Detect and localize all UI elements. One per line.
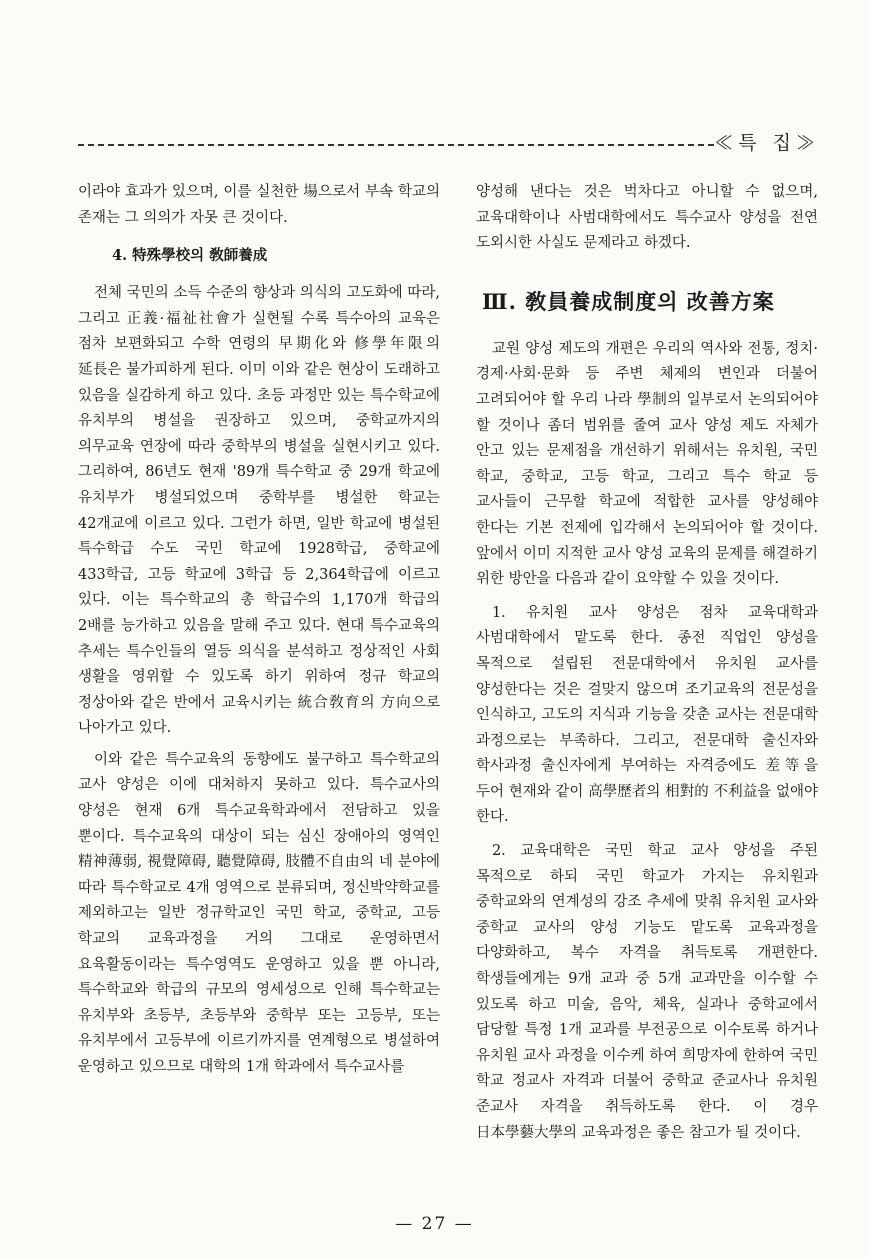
right-continued-paragraph: 양성해 낸다는 것은 벅차다고 아니할 수 없으며, 교육대학이나 사범대학에서도 특수교사 양성을 전연 도외시한 사실도 문제라고 하겠다. [476, 184, 818, 252]
left-paragraph-1: 전체 국민의 소득 수준의 향상과 의식의 고도화에 따라, 그리고 正義·福祉社會가 실현될 수록 특수아의 교육은 점차 보편화되고 수학 연령의 早期化와 修學年限의 延長은 불가피하게 된다. 이미 이와 같은 현상이 도래하고 있음을 실감하게 하고 있다. 초등 과정만 있는 특수학교에 유치부의 병설을 권장하고 있으며, 중학교까지의 의무교육 연장에 따라 중학부의 병설을 실현시키고 있다. 그리하여, 86년도 현재 '89개 특수학교 중 29개 학교에 유치부가 병설되었으며 중학부를 병설한 학교는 42개교에 이르고 있다. 그런가 하면, 일반 학교에 병설된 특수학급 수도 국민 학교에 1928학급, 중학교에 433학급, 고등 학교에 3학급 등 2,364학급에 이르고 있다. 이는 특수학교의 총 학급수의 1,170개 학급의 2배를 능가하고 있음을 말해 주고 있다. 현대 특수교육의 추세는 특수인들의 열등 의식을 분석하고 정상적인 사회 생활을 영위할 수 있도록 하기 위하여 정규 학교의 정상아와 같은 반에서 교육시키는 統合敎育의 方向으로 나아가고 있다. [78, 285, 440, 737]
right-column [476, 180, 818, 1146]
left-intro-paragraph: 이라야 효과가 있으며, 이를 실천한 場으로서 부속 학교의 존재는 그 의의가 자못 큰 것이다. [78, 184, 440, 226]
left-paragraph-2: 이와 같은 특수교육의 동향에도 불구하고 특수학교의 교사 양성은 이에 대처하지 못하고 있다. 특수교사의 양성은 현재 6개 특수교육학과에서 전담하고 있을 뿐이다. 특수교육의 대상이 되는 심신 장애아의 영역인 精神薄弱, 視覺障碍, 聽覺障碍, 肢體不自由의 네 분야에 따라 특수학교로 4개 영역으로 분류되며, 정신박약학교를 제외하고는 일반 정규학교인 국민 학교, 중학교, 고등 학교의 교육과정을 거의 그대로 운영하면서 요육활동이라는 특수영역도 운영하고 있을 뿐 아니라, 특수학교와 학급의 규모의 영세성으로 인해 특수학교는 유치부와 초등부, 초등부와 중학부 또는 고등부, 또는 유치부에서 고등부에 이르기까지를 연계형으로 병설하여 운영하고 있으므로 대학의 1개 학과에서 특수교사를 [78, 751, 440, 1075]
header-dashed-rule [78, 144, 714, 146]
page-header [78, 128, 820, 154]
page-number: — 27 — [395, 1214, 474, 1234]
list-item-1: 1. 유치원 교사 양성은 점차 교육대학과 사범대학에서 맡도록 한다. 종전 직업인 양성을 목적으로 설립된 전문대학에서 유치원 교사를 양성한다는 것은 걸맞지 않으며 조기교육의 전문성을 인식하고, 고도의 지식과 기능을 갖춘 교사는 전문대학 과정으로는 부족하다. 그리고, 전문대학 출신자와 학사과정 출신자에게 부여하는 자격증에도 差等을 두어 현재와 같이 高學歷者의 相對的 不利益을 없애야 한다. [476, 604, 818, 826]
left-column [78, 180, 440, 1081]
section-3-heading: Ⅲ. 敎員養成制度의 改善方案 [482, 288, 775, 314]
section-4-heading: 4. 特殊學校의 敎師養成 [112, 247, 268, 265]
right-paragraph-1: 교원 양성 제도의 개편은 우리의 역사와 전통, 정치·경제·사회·문화 등 주변 체제의 변인과 더불어 고려되어야 할 우리 나라 學制의 일부로서 논의되어야 할 것이나 좀더 범위를 줄여 교사 양성 제도 자체가 안고 있는 문제점을 개선하기 위해서는 유치원, 국민 학교, 중학교, 고등 학교, 그리고 특수 학교 등 교사들이 근무할 학교에 적합한 교사를 양성해야 한다는 기본 전제에 입각해서 논의되어야 할 것이다. 앞에서 이미 지적한 교사 양성 교육의 문제를 해결하기 위한 방안을 다음과 같이 요약할 수 있을 것이다. [476, 340, 818, 588]
section-label: ≪특 집≫ [714, 132, 820, 154]
list-item-2: 2. 교육대학은 국민 학교 교사 양성을 주된 목적으로 하되 국민 학교가 가지는 유치원과 중학교와의 연계성의 강조 추세에 맞춰 유치원 교사와 중학교 교사의 양성 기능도 맡도록 교육과정을 다양화하고, 복수 자격을 취득토록 개편한다. 학생들에게는 9개 교과 중 5개 교과만을 이수할 수 있도록 하고 미술, 음악, 체육, 실과나 중학교에서 담당할 특정 1개 교과를 부전공으로 이수토록 하거나 유치원 교사 과정을 이수케 하여 희망자에 한하여 국민 학교 정교사 자격과 더불어 중학교 준교사나 유치원 준교사 자격을 취득하도록 한다. 이 경우 日本學藝大學의 교육과정은 좋은 참고가 될 것이다. [476, 843, 818, 1141]
